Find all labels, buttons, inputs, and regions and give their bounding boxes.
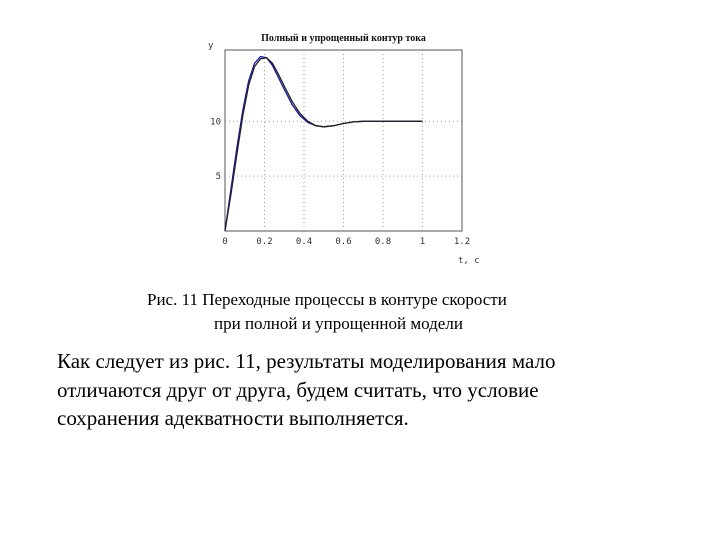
x-tick-label: 0.2 bbox=[256, 237, 273, 247]
y-tick-label: 10 bbox=[210, 117, 221, 128]
x-tick-label: 0.8 bbox=[374, 237, 392, 247]
body-text-line-3: сохранения адекватности выполняется. bbox=[57, 406, 409, 430]
x-tick-label: 0 bbox=[222, 237, 228, 247]
body-text-line-1: Как следует из рис. 11, результаты моделирования мало bbox=[57, 349, 556, 373]
body-text-line-2: отличаются друг от друга, будем считать, что условие bbox=[57, 378, 539, 402]
figure bbox=[200, 28, 490, 268]
x-tick-label: 1 bbox=[419, 237, 426, 247]
x-tick-label: 0.4 bbox=[295, 237, 313, 247]
y-tick-label: 5 bbox=[215, 172, 221, 183]
figure-caption-line-2: при полной и упрощенной модели bbox=[214, 314, 463, 333]
y-axis-label: y bbox=[208, 41, 214, 51]
transient-response-chart bbox=[200, 28, 490, 268]
chart-title: Полный и упрощенный контур тока bbox=[261, 33, 426, 44]
x-tick-label: 0.6 bbox=[335, 237, 352, 247]
plot-frame bbox=[225, 50, 462, 231]
x-tick-label: 1.2 bbox=[453, 237, 471, 247]
x-axis-label: t, c bbox=[458, 256, 480, 266]
figure-caption-line-1: Рис. 11 Переходные процессы в контуре скорости bbox=[147, 290, 507, 309]
